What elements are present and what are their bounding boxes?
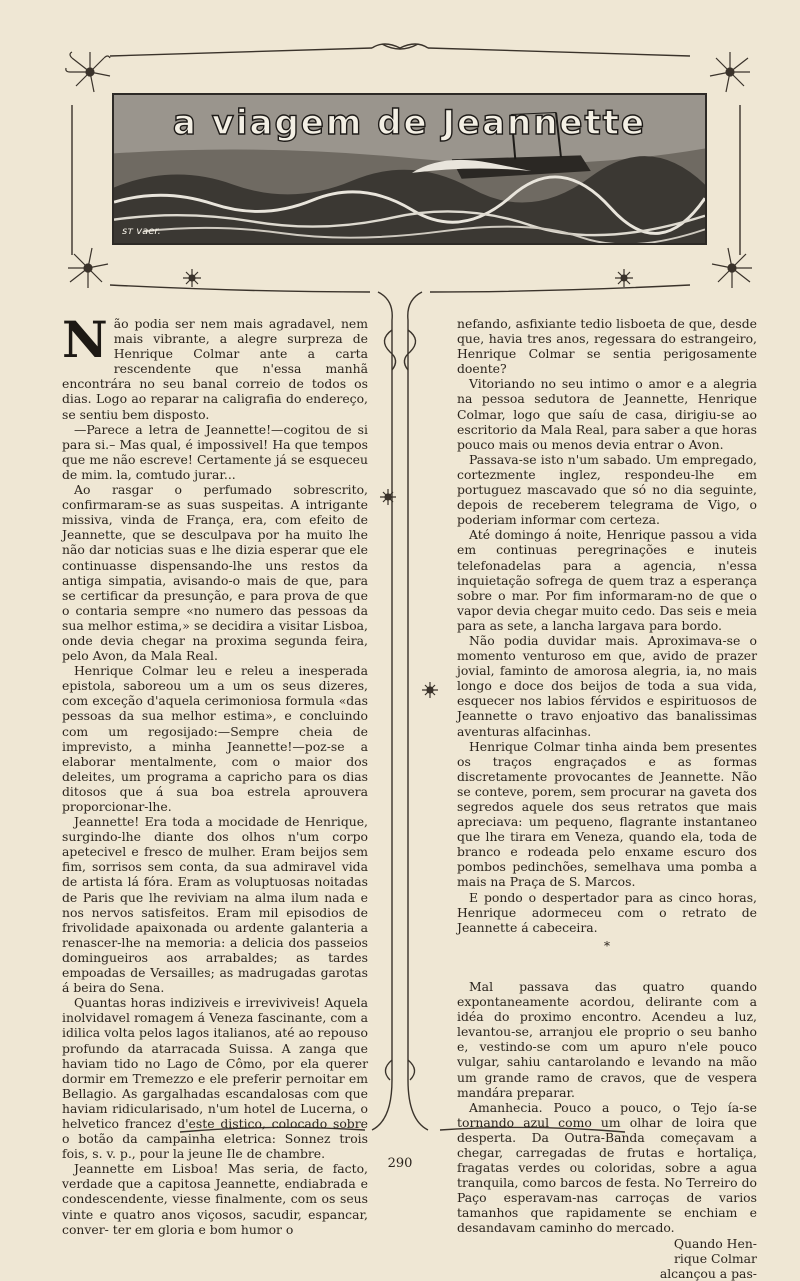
- paragraph: Até domingo á noite, Henrique passou a vida em continuas peregrinações e inuteis telefonadelas para a agencia, n'essa inquietação sofrega de quem traz a esperança sobre o mar. Por fim informaram-no de que o vapor devia chegar muito cedo. Das seis e meia para as sete, a lancha largava para bordo.: [457, 527, 757, 633]
- paragraph: Ao rasgar o perfumado sobrescrito, confirmaram-se as suas suspeitas. A intrigante missiva, vinda de França, era, com efeito de Jeannette, que se desculpava por ha muito lhe não dar noticias suas e lhe dizia esperar que ele continuasse dispensando-lhe uns restos da antiga simpatia, avisando-o mais de que, para se certificar da presunção, e para prova de que o contaria sempre «no numero das pessoas da sua melhor estima,» se decidira a visitar Lisboa, onde devia chegar na proxima segunda feira, pelo Avon, da Mala Real.: [62, 482, 368, 664]
- continuation-lines: [457, 1236, 757, 1281]
- paragraph: Jeannette em Lisboa! Mas seria, de facto, verdade que a capitosa Jeannette, endiabrada e condescendente, viesse finalmente, com os seus vinte e quatro anos viçosos, sacudir, espancar, conver- ter em gloria e bom humor o: [62, 1161, 368, 1237]
- header-illustration: [112, 93, 707, 245]
- spacer: [457, 964, 757, 979]
- paragraph: Amanhecia. Pouco a pouco, o Tejo ía-se tornando azul como um olhar de loira que desperta. Da Outra-Banda começavam a chegar, carregadas de frutas e hortaliça, fragatas verdes ou coloridas, sobre a agua tranquila, como barcos de festa. No Terreiro do Paço esperavam-nas carroças de varios tamanhos que rapidamente se enchiam e desandavam caminho do mercado.: [457, 1099, 757, 1236]
- paragraph: Vitoriando no seu intimo o amor e a alegria na pessoa sedutora de Jeannette, Henrique Colmar, logo que saíu de casa, dirigiu-se ao escritorio da Mala Real, para saber a que horas pouco mais ou menos devia entrar o Avon.: [457, 376, 757, 452]
- article-title: a viagem de Jeannette: [172, 103, 647, 143]
- section-separator: *: [604, 938, 610, 953]
- page-number: 290: [387, 1156, 413, 1171]
- artist-signature: sт vaer.: [122, 226, 161, 237]
- paragraph: nefando, asfixiante tedio lisboeta de que, desde que, havia tres anos, regessara do estrangeiro, Henrique Colmar se sentia perigosamente doente?: [457, 316, 757, 377]
- right-column: [457, 316, 757, 1281]
- paragraph: —Parece a letra de Jeannette!—cogitou de si para si.– Mas qual, é impossivel! Ha que tempos que me não escreve! Certamente já se esqueceu de mim. la, comtudo jurar...: [62, 421, 368, 482]
- paragraph-text: ão podia ser nem mais agradavel, nem mais vibrante, a alegre surpreza de Henrique Colmar ante a carta rescendente que n'essa manhã encontrára no seu banal correio de todos os dias. Logo ao reparar na caligrafia do endereço, se sentiu bem disposto.: [62, 316, 368, 422]
- continuation-line: alcançou a pas-: [659, 1265, 757, 1281]
- paragraph: Jeannette! Era toda a mocidade de Henrique, surgindo-lhe diante dos olhos n'um corpo apetecivel e fresco de mulher. Eram beijos sem fim, sorrisos sem conta, da sua admiravel vida de artista lá fóra. Eram as voluptuosas noitadas de Paris que lhe reviviam na alma ilum nada e nos nervos satisfeitos. Eram mil episodios de frivolidade apaixonada ou ardente galanteria a renascer-lhe na memoria: a delicia dos passeios domingueiros aos arrabaldes; as tardes empoadas de Versailles; as madrugadas garotas á beira do Sena.: [62, 814, 368, 996]
- continuation-line: Quando Hen-: [673, 1235, 757, 1251]
- paragraph: [62, 310, 368, 422]
- continuation-line: rique Colmar: [673, 1250, 757, 1266]
- left-column: [62, 310, 368, 1237]
- paragraph: Mal passava das quatro quando expontaneamente acordou, delirante com a idéa do proximo encontro. Acendeu a luz, levantou-se, arranjou ele proprio o seu banho e, vestindo-se com um apuro n'ele pouco vulgar, sahiu cantarolando e levando na mão um grande ramo de cravos, que de vespera mandára preparar.: [457, 978, 757, 1100]
- paragraph: Henrique Colmar tinha ainda bem presentes os traços engraçados e as formas discretamente provocantes de Jeannette. Não se conteve, porem, sem procurar na gaveta dos segredos aquele dos seus retratos que mais apreciava: um pequeno, flagrante instantaneo que lhe tirara em Veneza, quando ela, toda de branco e rodeada pelo enxame escuro dos pombos pedinchões, semelhava uma pomba a mais na Praça de S. Marcos.: [457, 738, 757, 890]
- paragraph: Passava-se isto n'um sabado. Um empregado, cortezmente inglez, respondeu-lhe em portuguez mascavado que só no dia seguinte, depois de receberem telegrama de Vigo, o poderiam informar com certeza.: [457, 451, 757, 528]
- paragraph: Não podia duvidar mais. Aproximava-se o momento venturoso em que, avido de prazer jovial, faminto de amorosa alegria, ia, no mais longo e doce dos beijos de toda a sua vida, esquecer nos labios férvidos e espirituosos de Jeannette o travo enjoativo das banalissimas aventuras alfacinhas.: [457, 632, 757, 739]
- paragraph: E pondo o despertador para as cinco horas, Henrique adormeceu com o retrato de Jeannette á cabeceira.: [457, 889, 757, 935]
- paragraph: Henrique Colmar leu e releu a inesperada epistola, saboreou um a um os seus dizeres, com exceção d'aquela cerimoniosa formula «das pessoas da sua melhor estima», e concluindo com um regosijado:—Sempre cheia de imprevisto, a minha Jeannette!—poz-se a elaborar mentalmente, com o maior dos deleites, um programa a capricho para os dias ditosos que á sua boa estrela aprouvera proporcionar-lhe.: [62, 663, 368, 814]
- drop-cap: N: [62, 310, 108, 369]
- paragraph: Quantas horas indiziveis e irreviviveis! Aquela inolvidavel romagem á Veneza fascinante, com a idilica volta pelos lagos italianos, até ao repouso profundo da atarracada Suissa. A zanga que haviam tido no Lago de Cômo, por ela querer dormir em Tremezzo e ele preferir pernoitar em Bellagio. As gargalhadas escandalosas com que haviam ridicularisado, n'um hotel de Lucerna, o helvetico francez d'este distico, colocado sobre o botão da campainha eletrica: Sonnez trois fois, s. v. p., pour la jeune Ile de chambre.: [62, 995, 368, 1162]
